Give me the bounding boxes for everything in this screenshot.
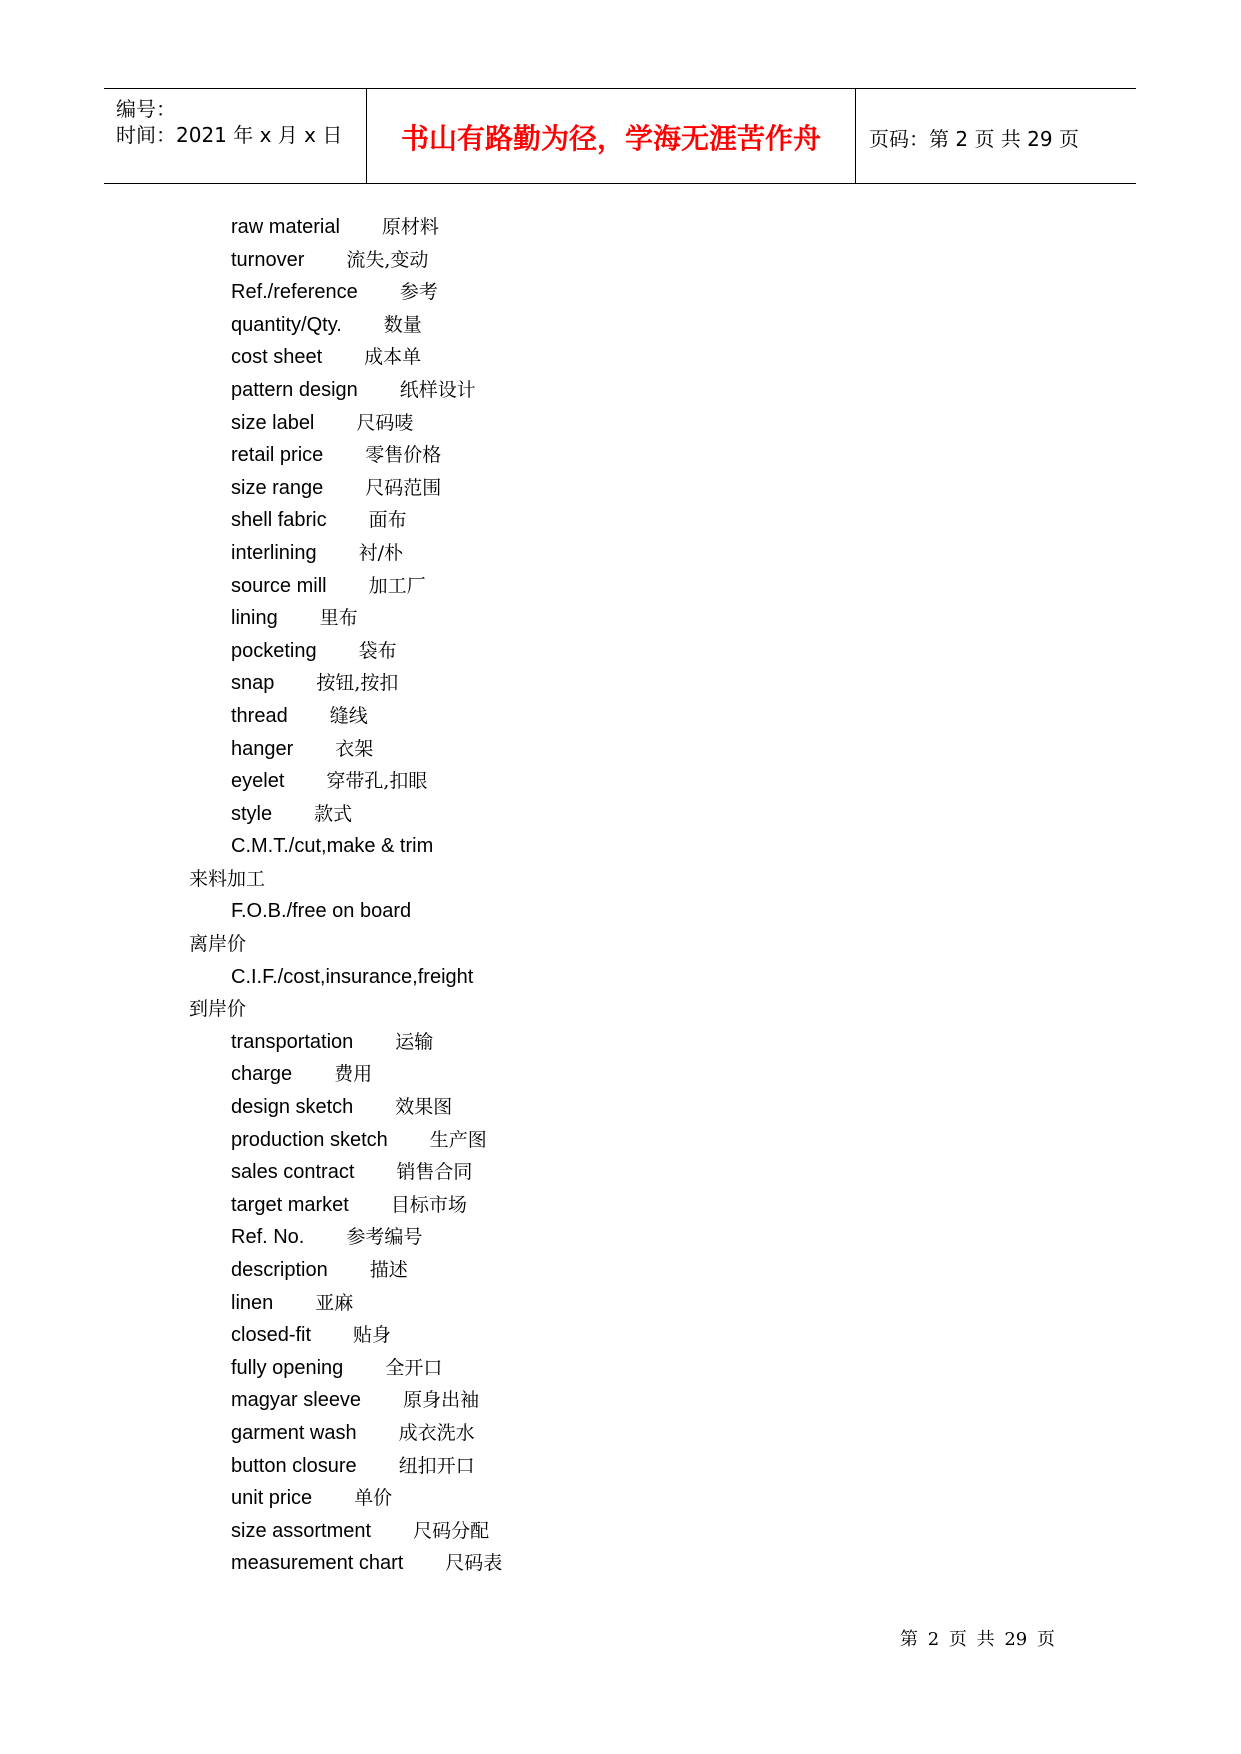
glossary-entry [189, 472, 1089, 505]
glossary-term-chinese: 纽扣开口 [398, 1454, 475, 1477]
glossary-entry [189, 1058, 1089, 1091]
glossary-entry [189, 211, 1089, 244]
glossary-entry [189, 798, 1089, 831]
glossary-entry [189, 733, 1089, 766]
glossary-term-chinese: 原材料 [381, 216, 439, 238]
glossary-entry [189, 1319, 1089, 1352]
glossary-entry [189, 1482, 1089, 1515]
glossary-term-english: Ref./reference [231, 281, 358, 304]
header-meta-cell [104, 89, 367, 183]
header-motto: 书山有路勤为径，学海无涯苦作舟 [400, 122, 821, 155]
glossary-term-english: measurement chart [231, 1552, 404, 1575]
glossary-term-english: shell fabric [231, 509, 327, 532]
glossary-term-chinese: 成衣洗水 [398, 1421, 475, 1444]
glossary-term-chinese: 里布 [319, 607, 358, 630]
glossary-term-chinese: 款式 [314, 802, 353, 825]
glossary-term-chinese: 流失,变动 [346, 248, 429, 271]
glossary-term-chinese: 费用 [334, 1063, 373, 1086]
glossary-term-english: hanger [231, 737, 294, 760]
header-motto-cell [367, 89, 856, 183]
glossary-term-english: lining [231, 607, 278, 630]
glossary-term-english: charge [231, 1063, 293, 1086]
glossary-term-chinese: 生产图 [429, 1128, 487, 1151]
glossary-term-english: F.O.B./free on board [231, 900, 412, 923]
glossary-term-chinese: 销售合同 [396, 1161, 473, 1184]
document-header [104, 88, 1136, 184]
glossary-term-english: retail price [231, 444, 324, 467]
glossary-term-english: raw material [231, 216, 340, 238]
glossary-term-english: eyelet [231, 770, 285, 793]
glossary-term-chinese: 纸样设计 [399, 378, 476, 401]
glossary-entry [189, 407, 1089, 440]
glossary-term-chinese: 袋布 [358, 639, 397, 662]
glossary-entry [189, 1515, 1089, 1548]
glossary-term-english: magyar sleeve [231, 1389, 362, 1412]
header-page-number: 页码：第 2 页 共 29 页 [869, 127, 1079, 151]
glossary-term-chinese: 目标市场 [390, 1193, 467, 1216]
page-footer: 第 2 页 共 29 页 [900, 1629, 1055, 1650]
glossary-entry [189, 1026, 1089, 1059]
glossary-entry [189, 276, 1089, 309]
glossary-term-english: C.I.F./cost,insurance,freight [231, 965, 474, 988]
glossary-entry [189, 537, 1089, 570]
glossary-entry [189, 1124, 1089, 1157]
glossary-entry [189, 895, 1089, 928]
glossary-term-chinese: 来料加工 [189, 867, 266, 890]
glossary-term-chinese: 尺码唛 [356, 411, 414, 434]
glossary-term-english: transportation [231, 1030, 354, 1053]
glossary-term-chinese: 尺码表 [445, 1552, 503, 1575]
glossary-term-chinese: 按钮,按扣 [316, 672, 399, 695]
glossary-term-english: target market [231, 1193, 349, 1216]
glossary-entry [189, 830, 1089, 863]
glossary-term-english: closed-fit [231, 1324, 312, 1347]
glossary-term-chinese: 原身出袖 [403, 1389, 480, 1412]
glossary-term-english: quantity/Qty. [231, 313, 342, 336]
glossary-entry [189, 1221, 1089, 1254]
glossary-entry [189, 667, 1089, 700]
glossary-term-chinese: 面布 [368, 509, 407, 532]
glossary-entry [189, 439, 1089, 472]
glossary-term-chinese: 亚麻 [315, 1291, 354, 1314]
glossary-entry [189, 1417, 1089, 1450]
glossary-term-chinese: 全开口 [385, 1356, 443, 1379]
glossary-term-chinese: 单价 [354, 1487, 393, 1510]
glossary-term-english: C.M.T./cut,make & trim [231, 835, 434, 858]
glossary-term-english: turnover [231, 248, 305, 271]
glossary-term-english: size label [231, 411, 315, 434]
glossary-term-english: pocketing [231, 639, 317, 662]
glossary-entry [189, 570, 1089, 603]
glossary-term-english: garment wash [231, 1421, 357, 1444]
glossary-term-chinese: 零售价格 [365, 444, 442, 467]
glossary-term-english: unit price [231, 1487, 313, 1510]
glossary-term-english: fully opening [231, 1356, 344, 1379]
glossary-term-chinese: 穿带孔,扣眼 [326, 770, 428, 793]
glossary-term-english: sales contract [231, 1161, 355, 1184]
glossary-term-english: button closure [231, 1454, 357, 1477]
glossary-entry [189, 341, 1089, 374]
glossary-entry [189, 1384, 1089, 1417]
glossary-term-english: Ref. No. [231, 1226, 305, 1249]
glossary-term-english: thread [231, 704, 288, 727]
glossary-term-chinese: 运输 [395, 1030, 434, 1053]
glossary-term-english: pattern design [231, 378, 358, 401]
glossary-term-chinese: 加工厂 [368, 574, 426, 597]
glossary-term-chinese: 效果图 [395, 1096, 453, 1119]
glossary-term-english: source mill [231, 574, 327, 597]
glossary-entry [189, 1254, 1089, 1287]
glossary-term-chinese: 成本单 [364, 346, 422, 369]
header-page-cell [857, 89, 1136, 183]
glossary-entry [189, 1091, 1089, 1124]
glossary-entry [189, 1287, 1089, 1320]
glossary-term-english: design sketch [231, 1096, 354, 1119]
glossary-term-chinese: 离岸价 [189, 933, 247, 956]
glossary-entry [189, 504, 1089, 537]
glossary-term-chinese: 尺码范围 [365, 476, 442, 499]
glossary-term-chinese: 描述 [369, 1259, 408, 1281]
glossary-term-chinese: 缝线 [329, 704, 368, 727]
glossary-entry [189, 309, 1089, 342]
glossary-term-english: production sketch [231, 1128, 388, 1151]
glossary-term-chinese: 尺码分配 [413, 1519, 490, 1542]
glossary-term-english: description [231, 1259, 328, 1281]
glossary-entry [189, 700, 1089, 733]
glossary-term-chinese: 衣架 [335, 737, 374, 760]
glossary-entry [189, 1352, 1089, 1385]
glossary-term-chinese: 参考编号 [346, 1226, 423, 1249]
glossary-term-english: size range [231, 476, 324, 499]
glossary-term-english: linen [231, 1291, 274, 1314]
glossary-term-chinese: 贴身 [353, 1324, 392, 1347]
glossary-entry [189, 1189, 1089, 1222]
glossary-term-english: size assortment [231, 1519, 372, 1542]
glossary-term-english: style [231, 802, 273, 825]
glossary-entry [189, 1450, 1089, 1483]
glossary-term-chinese: 衬/朴 [358, 541, 404, 564]
glossary-term-chinese: 数量 [383, 313, 422, 336]
glossary-term-chinese: 参考 [399, 281, 438, 304]
glossary-term-chinese: 到岸价 [189, 998, 247, 1021]
glossary-entry [189, 765, 1089, 798]
glossary-entry [189, 1547, 1089, 1580]
glossary-entry [189, 961, 1089, 994]
glossary-entry [189, 244, 1089, 277]
glossary-entry [189, 1156, 1089, 1189]
glossary-list [189, 211, 1089, 1580]
document-number-label: 编号： [116, 97, 176, 121]
document-time-label: 时间：2021 年 x 月 x 日 [116, 123, 343, 147]
glossary-term-english: interlining [231, 541, 317, 564]
glossary-term-english: snap [231, 672, 275, 695]
glossary-entry [189, 374, 1089, 407]
glossary-term-english: cost sheet [231, 346, 323, 369]
glossary-entry [189, 602, 1089, 635]
glossary-entry [189, 635, 1089, 668]
